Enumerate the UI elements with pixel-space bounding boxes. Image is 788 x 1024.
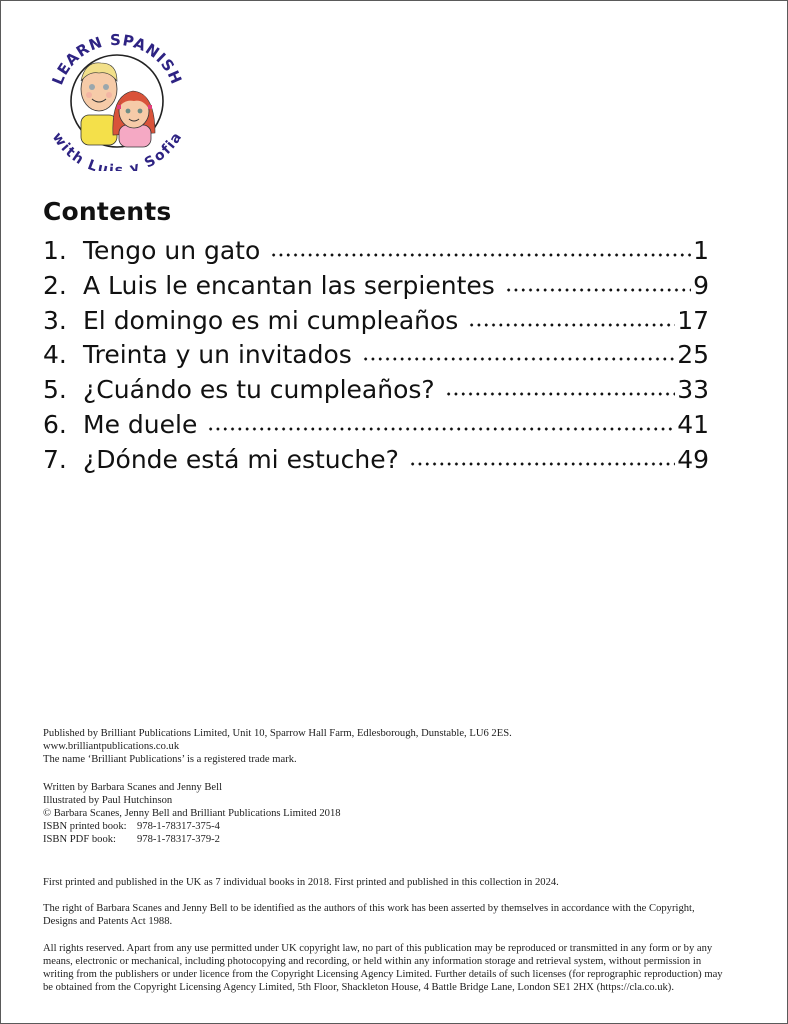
- toc-page-number: 49: [677, 444, 709, 474]
- toc-title: El domingo es mi cumpleaños: [83, 305, 459, 335]
- author-credit: Written by Barbara Scanes and Jenny Bell: [43, 782, 223, 793]
- toc-entry-4[interactable]: [43, 338, 709, 373]
- illustrator-credit: Illustrated by Paul Hutchinson: [43, 795, 173, 806]
- logo-bottom-text: with Luis y Sofia: [48, 129, 186, 171]
- learn-spanish-logo: [39, 23, 197, 171]
- toc-page-number: 9: [693, 270, 709, 300]
- isbn-print-value: 978-1-78317-375-4: [137, 821, 220, 832]
- dot-leader: [505, 271, 691, 296]
- trademark-notice: The name ‘Brilliant Publications’ is a registered trade mark.: [43, 754, 297, 765]
- logo-top-text: LEARN SPANISH: [48, 30, 186, 88]
- isbn-print: [43, 820, 723, 833]
- toc-entry-1[interactable]: [43, 234, 709, 269]
- toc-entry-6[interactable]: [43, 408, 709, 443]
- toc-number: 5.: [43, 375, 67, 405]
- toc-number: 4.: [43, 340, 67, 370]
- isbn-print-label: ISBN printed book:: [43, 821, 127, 832]
- toc-entry-5[interactable]: [43, 373, 709, 408]
- toc-entry-3[interactable]: [43, 304, 709, 339]
- luis-character: [81, 63, 117, 145]
- rights-assertion: [43, 902, 723, 928]
- toc-entry-7[interactable]: [43, 443, 709, 478]
- dot-leader: [270, 236, 691, 261]
- toc-page-number: 17: [677, 305, 709, 335]
- toc-title: ¿Dónde está mi estuche?: [83, 444, 399, 474]
- toc-number: 2.: [43, 270, 67, 300]
- toc-title: ¿Cuándo es tu cumpleaños?: [83, 375, 435, 405]
- all-rights-reserved: [43, 942, 723, 994]
- isbn-pdf: [43, 833, 723, 846]
- toc-title: Treinta y un invitados: [83, 340, 352, 370]
- copyright-notice: © Barbara Scanes, Jenny Bell and Brilliant Publications Limited 2018: [43, 808, 341, 819]
- credits-info: [43, 781, 723, 846]
- dot-leader: [445, 375, 676, 400]
- publisher-website[interactable]: www.brilliantpublications.co.uk: [43, 741, 180, 752]
- toc-page-number: 25: [677, 340, 709, 370]
- table-of-contents: [43, 234, 709, 478]
- dot-leader: [468, 306, 675, 331]
- first-printed-notice: [43, 876, 723, 889]
- toc-page-number: 1: [693, 236, 709, 265]
- dot-leader: [207, 410, 675, 435]
- isbn-pdf-label: ISBN PDF book:: [43, 834, 116, 845]
- toc-number: 3.: [43, 305, 67, 335]
- first-printed-text: First printed and published in the UK as 7 individual books in 2018. First printed and published in this collection in 2024.: [43, 877, 559, 888]
- dot-leader: [362, 340, 675, 365]
- toc-number: 6.: [43, 409, 67, 439]
- toc-entry-2[interactable]: [43, 269, 709, 304]
- toc-title: A Luis le encantan las serpientes: [83, 270, 495, 300]
- toc-page-number: 41: [677, 409, 709, 439]
- toc-page-number: 33: [677, 375, 709, 405]
- publisher-info: [43, 727, 723, 766]
- toc-number: 1.: [43, 236, 67, 265]
- rights-asserted-text: The right of Barbara Scanes and Jenny Bell to be identified as the authors of this work has been asserted by themselves in accordance with the Copyright, Designs and Patents Act 1988.: [43, 903, 695, 927]
- isbn-pdf-value: 978-1-78317-379-2: [137, 834, 220, 845]
- dot-leader: [409, 445, 675, 470]
- toc-title: Me duele: [83, 409, 198, 439]
- all-rights-text: All rights reserved. Apart from any use permitted under UK copyright law, no part of this publication may be reproduced or transmitted in any form or by any means, electronic or mechanical, including photocopying and recording, or held within any information storage and retrieval system, without permission in writing from the publishers or under licence from the Copyright Licensing Agency Limited. Further details of such licenses (for reprographic reproduction) may be obtained from the Copyright Licensing Agency Limited, 5th Floor, Shackleton House, 4 Battle Bridge Lane, London SE1 2HX (https://cla.co.uk).: [43, 943, 723, 993]
- contents-heading: Contents: [43, 197, 172, 226]
- publisher-address: Published by Brilliant Publications Limited, Unit 10, Sparrow Hall Farm, Edlesborough, Dunstable, LU6 2ES.: [43, 728, 512, 739]
- toc-title: Tengo un gato: [83, 236, 261, 265]
- logo-graphic: [39, 23, 197, 171]
- toc-number: 7.: [43, 444, 67, 474]
